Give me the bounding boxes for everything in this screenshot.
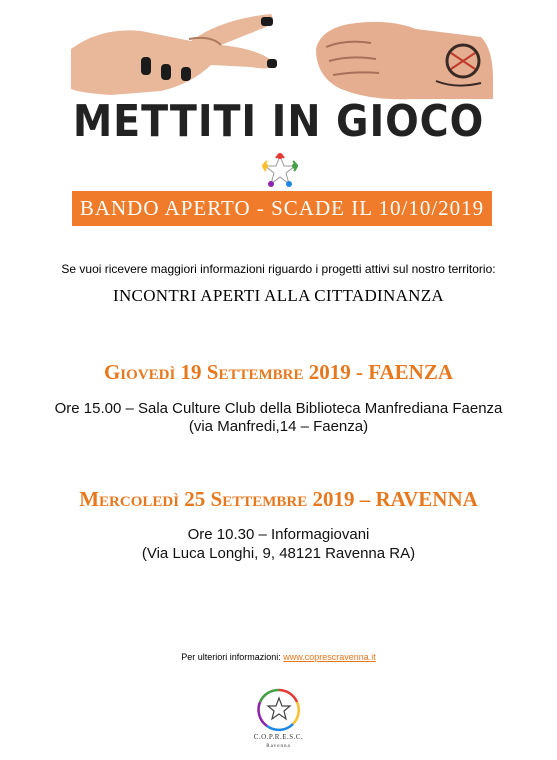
meetings-heading: INCONTRI APERTI ALLA CITTADINANZA	[113, 286, 444, 305]
deadline-banner	[72, 191, 492, 226]
event-title-ravenna: Mercoledì 25 Settembre 2019 – RAVENNA	[79, 487, 478, 511]
event-address-faenza: (via Manfredi,14 – Faenza)	[188, 418, 369, 435]
banner-text: BANDO APERTO - SCADE IL 10/10/2019	[79, 196, 485, 220]
page-title: METTITI IN GIOCO	[72, 96, 485, 147]
copresc-footer-logo-icon	[251, 684, 307, 740]
more-info	[0, 652, 557, 662]
org-name: C.O.P.R.E.S.C.	[253, 733, 304, 741]
event-address-ravenna: (Via Luca Longhi, 9, 48121 Ravenna RA)	[141, 545, 416, 562]
hands-icon	[71, 9, 493, 101]
copresc-logo-icon	[260, 150, 300, 190]
event-title-faenza: Giovedì 19 Settembre 2019 - FAENZA	[103, 360, 454, 384]
org-city: Ravenna	[266, 744, 291, 749]
intro-text: Se vuoi ricevere maggiori informazioni riguardo i progetti attivi sul nostro territorio:	[61, 262, 496, 276]
hero-hands-image	[71, 9, 493, 101]
website-link[interactable]: www.coprescravenna.it	[283, 652, 376, 662]
more-info-label: Per ulteriori informazioni:	[181, 652, 281, 662]
event-time-location-faenza: Ore 15.00 – Sala Culture Club della Biblioteca Manfrediana Faenza	[54, 400, 503, 417]
event-time-location-ravenna: Ore 10.30 – Informagiovani	[187, 526, 370, 543]
